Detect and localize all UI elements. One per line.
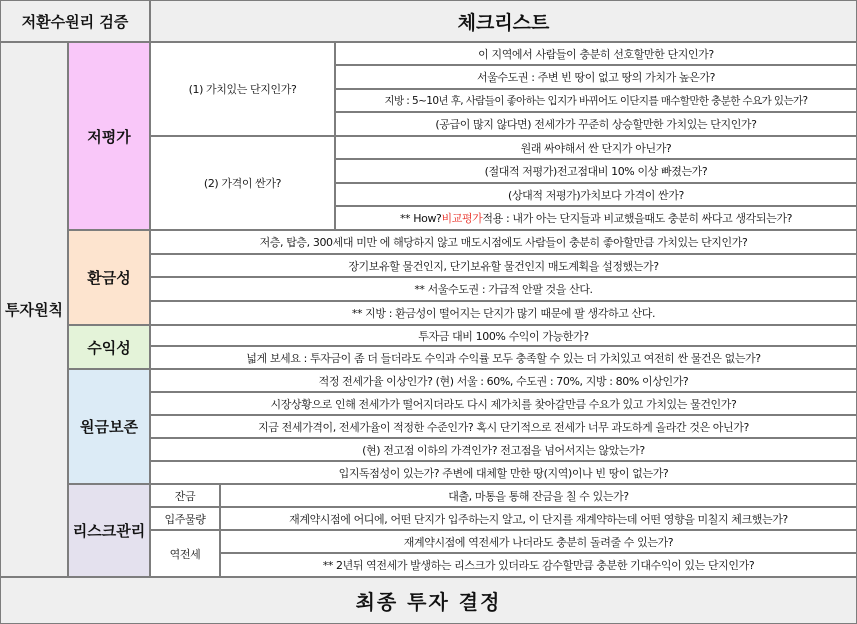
sub-reverse-jeonse: 역전세: [150, 530, 220, 577]
principle-label: 투자원칙: [0, 42, 68, 577]
checklist-item: 지방 : 5~10년 후, 사람들이 좋아하는 입지가 바뀌어도 이단지를 매수할만한 충분한 수요가 있는가?: [335, 89, 857, 112]
category-risk-management: 리스크관리: [68, 484, 150, 577]
category-principal-protection: 원금보존: [68, 369, 150, 484]
sub-valuable-complex: (1) 가치있는 단지인가?: [150, 42, 335, 136]
checklist-item: 장기보유할 물건인지, 단기보유할 물건인지 매도계획을 설정했는가?: [150, 254, 857, 277]
header-left: 저환수원리 검증: [0, 0, 150, 42]
category-undervalue: 저평가: [68, 42, 150, 230]
checklist-item: 넓게 보세요 : 투자금이 좀 더 들더라도 수익과 수익률 모두 충족할 수 있는 더 가치있고 여전히 싼 물건은 없는가?: [150, 346, 857, 369]
checklist-item: (공급이 많지 않다면) 전세가가 꾸준히 상승할만한 가치있는 단지인가?: [335, 112, 857, 136]
comparison-highlight: 비교평가: [441, 212, 483, 225]
checklist-item: 저층, 탑층, 300세대 미만 에 해당하지 않고 매도시점에도 사람들이 충분히 좋아할만큼 가치있는 단지인가?: [150, 230, 857, 254]
checklist-item: 재계약시점에 어디에, 어떤 단지가 입주하는지 알고, 이 단지를 재계약하는데 어떤 영향을 미칠지 체크했는가?: [220, 507, 857, 530]
sub-balance: 잔금: [150, 484, 220, 507]
how-suffix: 적용 : 내가 아는 단지들과 비교했을때도 충분히 싸다고 생각되는가?: [482, 212, 793, 225]
checklist-item: 지금 전세가격이, 전세가율이 적정한 수준인가? 혹시 단기적으로 전세가 너무 과도하게 올라간 것은 아닌가?: [150, 415, 857, 438]
checklist-item: 시장상황으로 인해 전세가가 떨어지더라도 다시 제가치를 찾아갈만큼 수요가 있고 가치있는 물건인가?: [150, 392, 857, 415]
category-profitability: 수익성: [68, 325, 150, 369]
checklist-item: 이 지역에서 사람들이 충분히 선호할만한 단지인가?: [335, 42, 857, 65]
checklist-item: (현) 전고점 이하의 가격인가? 전고점을 넘어서지는 않았는가?: [150, 438, 857, 461]
checklist-item: ** 2년뒤 역전세가 발생하는 리스크가 있더라도 감수할만큼 충분한 기대수익이 있는 단지인가?: [220, 553, 857, 577]
how-prefix: ** How?: [399, 211, 442, 225]
header-title: 체크리스트: [150, 0, 857, 42]
checklist-item: 대출, 마통을 통해 잔금을 칠 수 있는가?: [220, 484, 857, 507]
checklist-item: 서울수도권 : 주변 빈 땅이 없고 땅의 가치가 높은가?: [335, 65, 857, 89]
checklist-item: 입지독점성이 있는가? 주변에 대체할 만한 땅(지역)이나 빈 땅이 없는가?: [150, 461, 857, 484]
category-liquidity: 환금성: [68, 230, 150, 325]
checklist-item: 적정 전세가율 이상인가? (현) 서울 : 60%, 수도권 : 70%, 지방 : 80% 이상인가?: [150, 369, 857, 392]
checklist-item: [335, 206, 857, 230]
checklist-item: 원래 싸야해서 싼 단지가 아닌가?: [335, 136, 857, 159]
sub-cheap-price: (2) 가격이 싼가?: [150, 136, 335, 230]
final-decision: 최종 투자 결정: [0, 577, 857, 624]
checklist-item: (절대적 저평가)전고점대비 10% 이상 빠졌는가?: [335, 159, 857, 183]
checklist-item: 재계약시점에 역전세가 나더라도 충분히 돌려줄 수 있는가?: [220, 530, 857, 553]
checklist-item: ** 서울수도권 : 가급적 안팔 것을 산다.: [150, 277, 857, 301]
checklist-item: (상대적 저평가)가치보다 가격이 싼가?: [335, 183, 857, 206]
checklist-item: ** 지방 : 환금성이 떨어지는 단지가 많기 때문에 팔 생각하고 산다.: [150, 301, 857, 325]
sub-move-in-supply: 입주물량: [150, 507, 220, 530]
checklist-item: 투자금 대비 100% 수익이 가능한가?: [150, 325, 857, 346]
